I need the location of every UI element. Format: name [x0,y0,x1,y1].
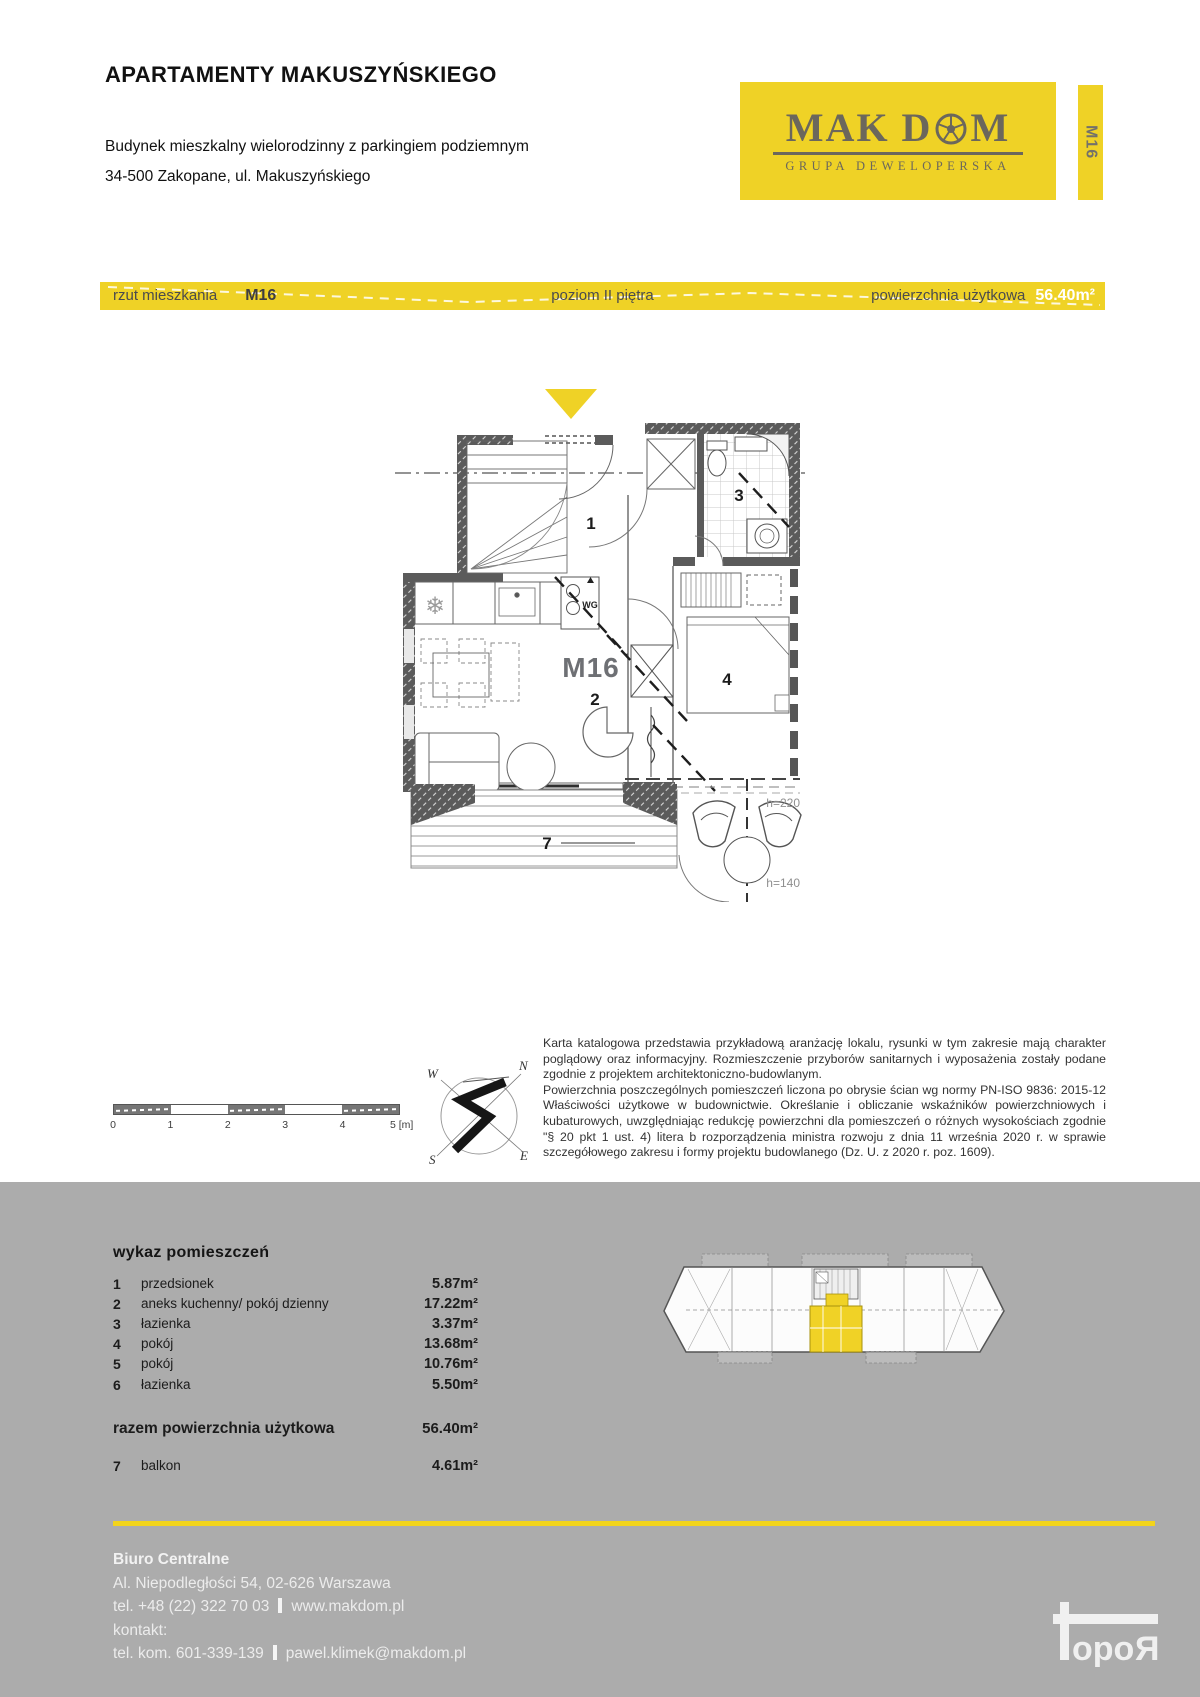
logo-tagline: GRUPA DEWELOPERSKA [785,159,1011,173]
building-address: 34-500 Zakopane, ul. Makuszyńskiego [105,168,371,185]
building-key-plan [660,1252,1010,1367]
bedroom-closet-icon [681,573,781,607]
compass-w: W [427,1066,438,1081]
room-area: 10.76m² [423,1356,478,1372]
room-name: pokój [141,1356,174,1371]
bedroom-door-arc [628,599,678,649]
building-description: Budynek mieszkalny wielorodzinny z parkingiem podziemnym [105,138,529,155]
logo-divider [773,152,1023,155]
room-list-header: wykaz pomieszczeń [113,1244,270,1261]
office-phone: tel. +48 (22) 322 70 03 [113,1598,270,1615]
north-arrow-icon [455,1082,505,1150]
bed-icon [687,617,789,713]
staircase-icon [467,441,567,573]
mobile-line [113,1642,466,1666]
room-row [113,1356,478,1374]
height-label-140: h=140 [766,876,800,890]
page-title: APARTAMENTY MAKUSZYŃSKIEGO [105,62,497,87]
room-row [113,1377,478,1395]
room-area: 13.68m² [423,1336,478,1352]
balcony-row [113,1458,478,1476]
keyplan-balconies-bottom [718,1352,916,1363]
scale-tick: 0 [110,1119,116,1131]
room-row [113,1316,478,1334]
room-list-section [0,1182,1200,1697]
room-area: 4.61m² [432,1458,478,1474]
room-row [113,1336,478,1354]
room-name: przedsionek [141,1276,214,1291]
room-no: 3 [113,1316,121,1332]
usable-area-group [871,287,1095,305]
corridor-wardrobe-icon [631,645,673,697]
logo-text-left: MAK D [785,105,933,150]
room-name: łazienka [141,1377,191,1392]
unit-side-tab [1078,85,1103,200]
makdom-logo [740,82,1056,200]
keyplan-balconies-top [702,1254,972,1268]
office-address: Al. Niepodległości 54, 02-626 Warszawa [113,1574,391,1592]
usable-area-label: powierzchnia użytkowa [871,287,1026,304]
entry-wardrobe-icon [647,439,695,489]
room-area: 3.37m² [432,1316,478,1332]
room-label-1: 1 [586,514,596,533]
legal-disclaimer [543,1036,1106,1161]
apartment-floor-plan [395,377,805,902]
office-name: Biuro Centralne [113,1551,230,1568]
topor-logo [1048,1590,1166,1682]
unit-side-tab-label: M16 [1082,125,1100,160]
room-no: 1 [113,1276,121,1292]
room-no: 4 [113,1336,121,1352]
footer-divider [113,1521,1155,1526]
scale-seg [228,1105,285,1114]
scale-tick: 3 [282,1119,289,1131]
compass-s: S [429,1152,436,1166]
contact-label: kontakt: [113,1621,168,1639]
scale-tick: 4 [339,1119,346,1131]
room-row [113,1276,478,1294]
room-area: 5.50m² [432,1377,478,1393]
room-no: 6 [113,1377,121,1393]
unit-label: M16 [562,652,620,683]
plan-unit-value: M16 [245,287,277,304]
scale-seg [114,1105,171,1114]
compass-rose [425,1058,529,1166]
room-area: 5.87m² [432,1276,478,1292]
email-link[interactable]: pawel.klimek@makdom.pl [285,1645,467,1662]
room-name: pokój [141,1336,174,1351]
separator-bar [273,1645,277,1660]
usable-area-value: 56.40m² [1035,287,1095,304]
room-name: aneks kuchenny/ pokój dzienny [141,1296,329,1311]
room-name: łazienka [141,1316,191,1331]
plan-label: rzut mieszkania [113,287,218,304]
room-label-4: 4 [722,670,732,689]
info-bar [100,282,1105,310]
radiator-icon [648,707,655,777]
separator-bar [278,1598,282,1613]
scale-seg [342,1105,399,1114]
compass-n: N [519,1058,528,1073]
topor-logo-r: Я [1135,1630,1160,1668]
entrance-arrow-icon [545,389,597,419]
scale-bar-segments [113,1104,400,1115]
hall-door-arc [589,489,647,547]
wheel-icon [933,110,969,146]
topor-logo-text: opo [1072,1630,1135,1668]
total-value: 56.40m² [422,1420,478,1437]
room-label-2: 2 [590,690,600,709]
room-row [113,1296,478,1314]
legal-paragraph-2: Powierzchnia poszczególnych pomieszczeń liczona po obrysie ścian wg normy PN-ISO 9836: 2015-12 Właściwości użytkowe w budownictwie. Określanie i obliczanie wskaźników powierzchniowych i kubaturowych, uwzględniając redukcję powierzchni dla pomieszczeń o różnych wysokościach zgodnie "§ 20 pkt 1 ust. 4) litera b rozporządzenia ministra rozwoju z dnia 11 września 2020 r. w sprawie szczegółowego zakresu i formy projektu budowlanego (Dz. U. z 2020 r. poz. 1609). [543,1082,1106,1160]
room-name: balkon [141,1458,181,1473]
terrace-table-icon [724,837,770,883]
mobile-phone: tel. kom. 601-339-139 [113,1645,264,1662]
height-label-220: h=220 [766,796,800,810]
terrace-door-arc [679,855,729,902]
total-label: razem powierzchnia użytkowa [113,1420,335,1437]
room-area: 17.22m² [423,1296,478,1312]
room-label-7: 7 [542,834,552,853]
floor-level-label: poziom II piętra [551,287,654,304]
phone-line [113,1595,466,1619]
scale-tick: 1 [167,1119,174,1131]
legal-paragraph-1: Karta katalogowa przedstawia przykładową aranżację lokalu, rysunki w tym zakresie mają charakter poglądowy oraz informacyjny. Rozmieszczenie przyborów sanitarnych i wyposażenia zostały podane zgodnie z projektem architektoniczno-budowlanym. [543,1036,1106,1082]
room-no: 2 [113,1296,121,1312]
room-no: 7 [113,1458,121,1474]
scale-tick: 2 [224,1119,231,1131]
coffee-table-icon [507,743,555,791]
scale-seg [285,1105,342,1114]
footer-contact [113,1548,466,1666]
scale-tick: 5 [m] [390,1119,414,1131]
dining-set-icon [421,639,519,707]
scale-bar [110,1104,414,1134]
compass-e: E [520,1148,528,1163]
scale-seg [171,1105,228,1114]
wg-label: WG [582,600,598,610]
makdom-logo-wordmark [785,105,1011,150]
website-link[interactable]: www.makdom.pl [291,1598,405,1615]
room-label-3: 3 [734,486,744,505]
total-row [113,1420,478,1438]
armchair-icon [583,707,633,757]
room-no: 5 [113,1356,121,1372]
logo-text-right: M [970,105,1011,150]
fridge-icon: ❄ [424,593,446,620]
sofa-icon [415,733,499,791]
